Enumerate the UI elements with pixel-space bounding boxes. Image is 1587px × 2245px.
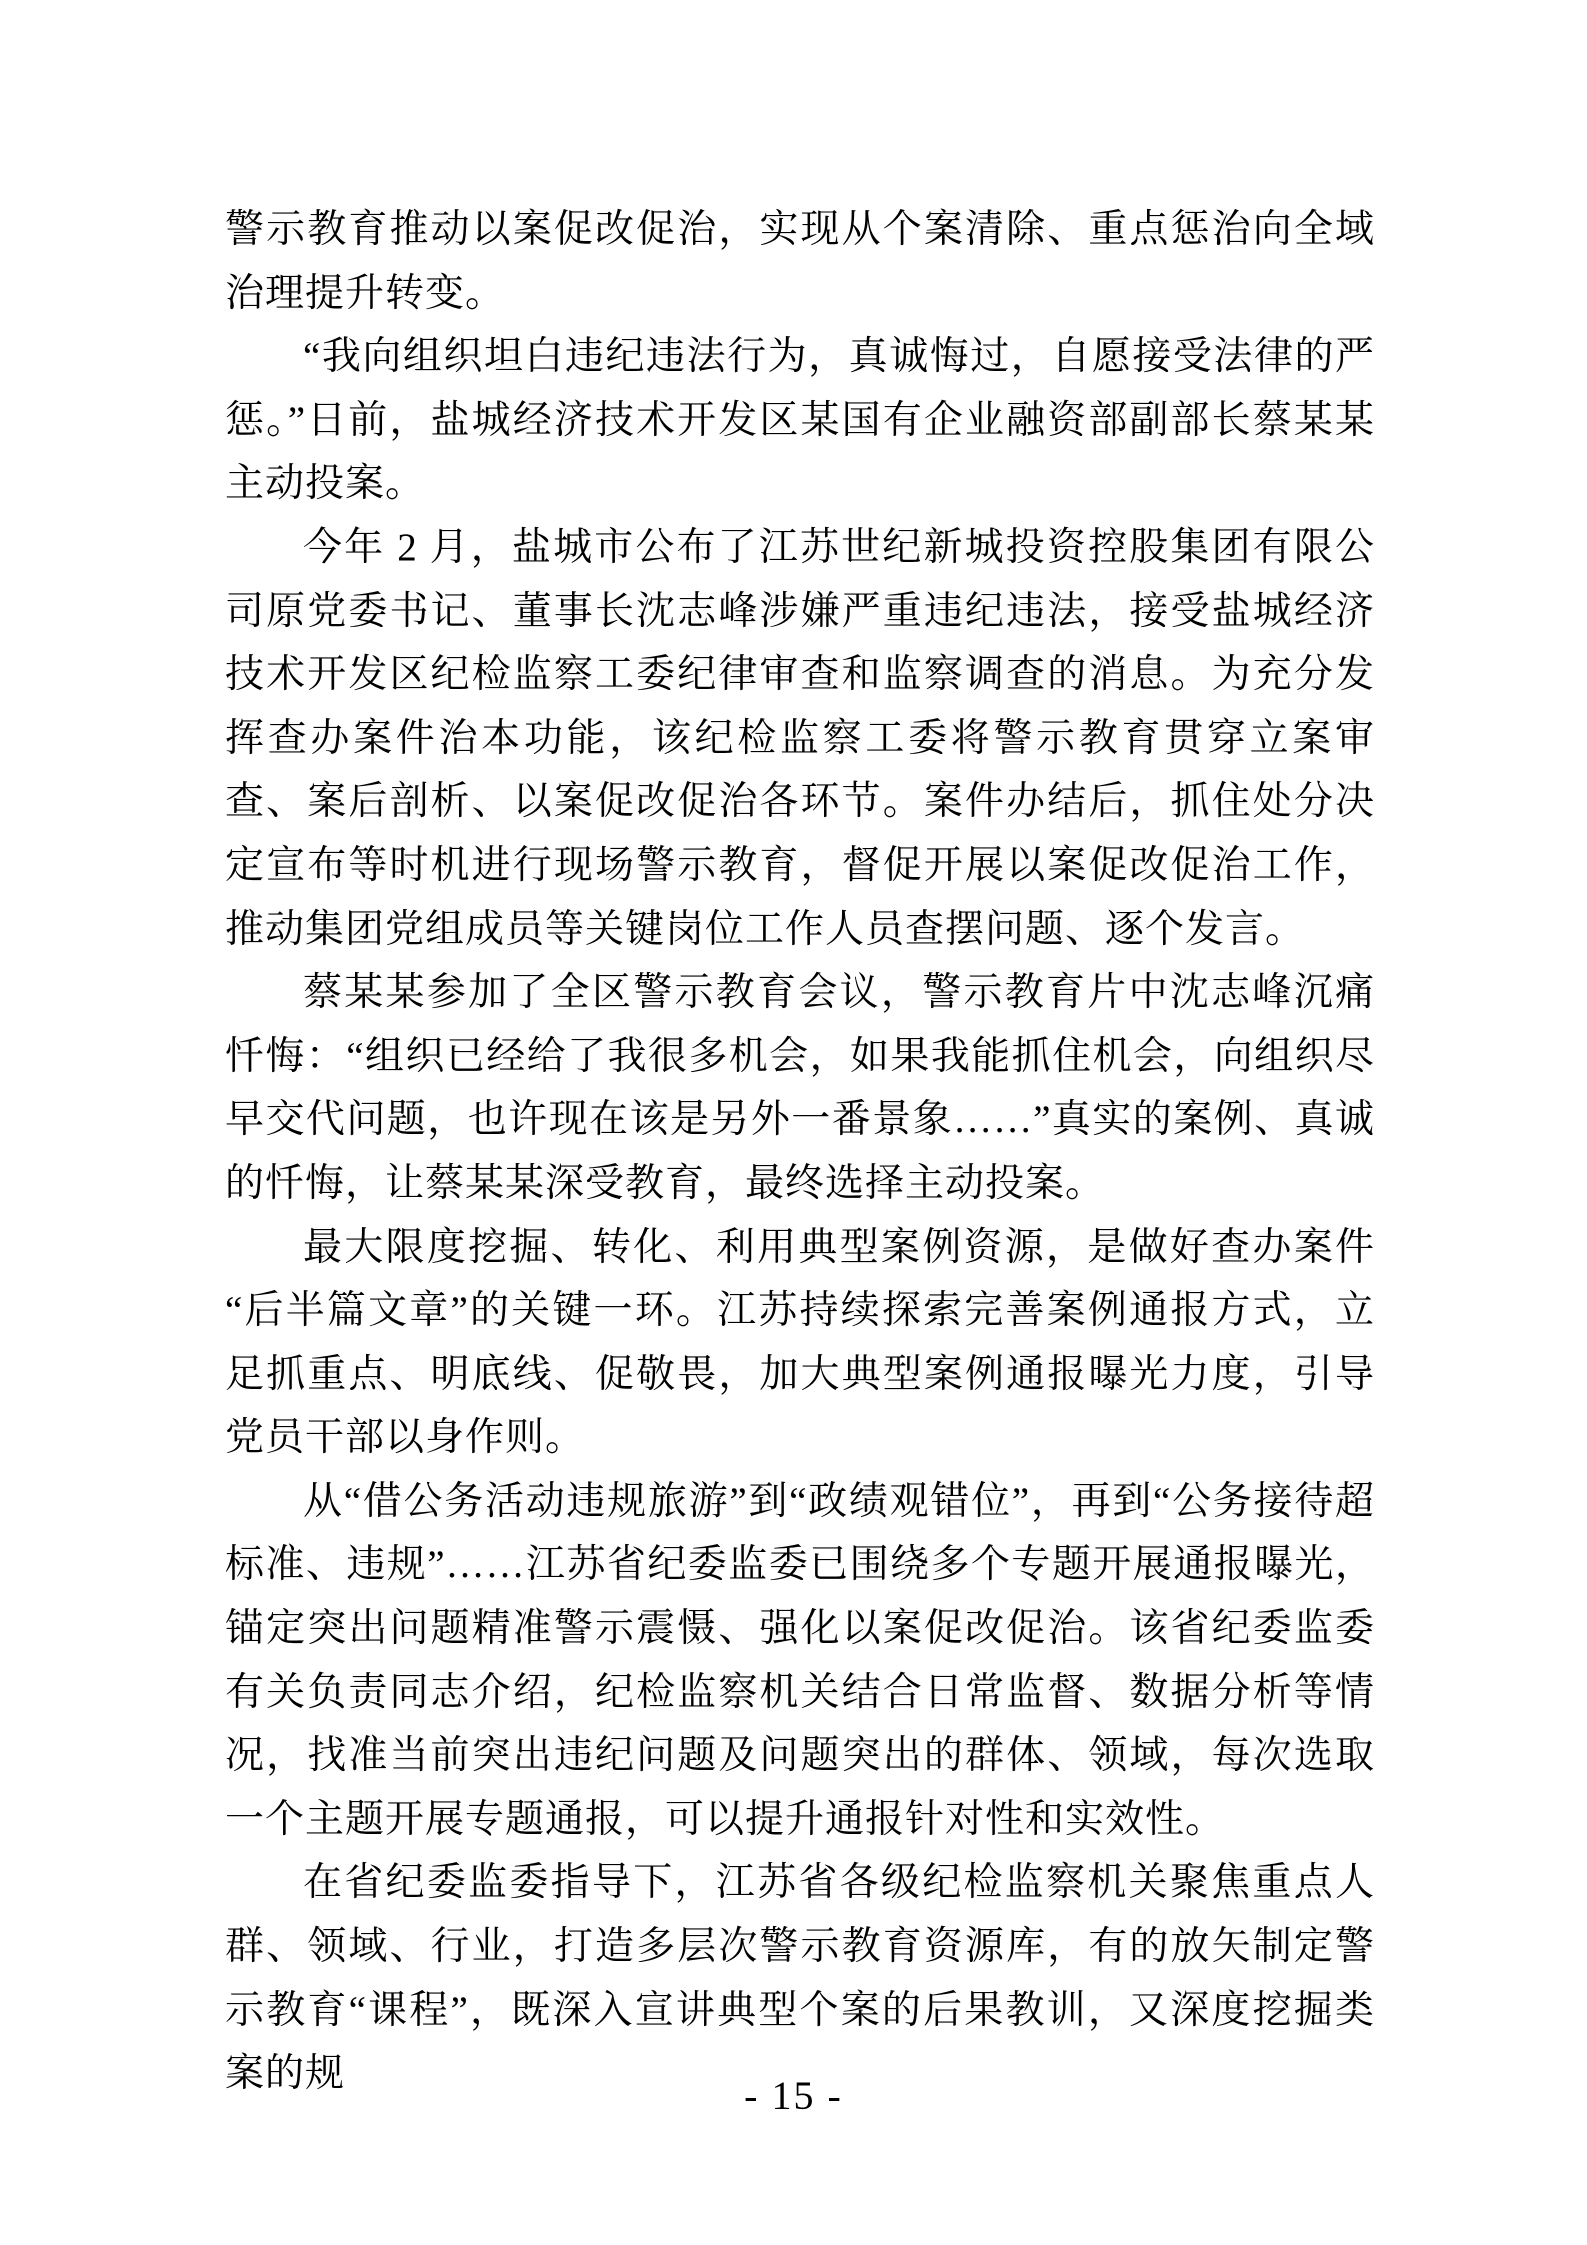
paragraph: 今年 2 月，盐城市公布了江苏世纪新城投资控股集团有限公司原党委书记、董事长沈志峰涉嫌严重违纪违法，接受盐城经济技术开发区纪检监察工委纪律审查和监察调查的消息。为充分发挥查办案件治本功能，该纪检监察工委将警示教育贯穿立案审查、案后剖析、以案促改促治各环节。案件办结后，抓住处分决定宣布等时机进行现场警示教育，督促开展以案促改促治工作，推动集团党组成员等关键岗位工作人员查摆问题、逐个发言。	[225, 525, 1375, 951]
paragraph: 最大限度挖掘、转化、利用典型案例资源，是做好查办案件“后半篇文章”的关键一环。江苏持续探索完善案例通报方式，立足抓重点、明底线、促敬畏，加大典型案例通报曝光力度，引导党员干部以身作则。	[225, 1225, 1375, 1460]
paragraph: 蔡某某参加了全区警示教育会议，警示教育片中沈志峰沉痛忏悔：“组织已经给了我很多机会，如果我能抓住机会，向组织尽早交代问题，也许现在该是另外一番景象……”真实的案例、真诚的忏悔，让蔡某某深受教育，最终选择主动投案。	[225, 971, 1375, 1205]
paragraph: 从“借公务活动违规旅游”到“政绩观错位”，再到“公务接待超标准、违规”……江苏省纪委监委已围绕多个专题开展通报曝光，锚定突出问题精准警示震慑、强化以案促改促治。该省纪委监委有关负责同志介绍，纪检监察机关结合日常监督、数据分析等情况，找准当前突出违纪问题及问题突出的群体、领域，每次选取一个主题开展专题通报，可以提升通报针对性和实效性。	[225, 1479, 1375, 1841]
paragraph: 在省纪委监委指导下，江苏省各级纪检监察机关聚焦重点人群、领域、行业，打造多层次警示教育资源库，有的放矢制定警示教育“课程”，既深入宣讲典型个案的后果教训，又深度挖掘类案的规	[225, 1861, 1375, 2096]
page-number: - 15 -	[744, 2073, 843, 2118]
paragraph: “我向组织坦白违纪违法行为，真诚悔过，自愿接受法律的严惩。”日前，盐城经济技术开发区某国有企业融资部副部长蔡某某主动投案。	[225, 335, 1375, 506]
body-text	[225, 198, 1375, 2106]
paragraph-continuation: 警示教育推动以案促改促治，实现从个案清除、重点惩治向全域治理提升转变。	[225, 208, 1375, 315]
